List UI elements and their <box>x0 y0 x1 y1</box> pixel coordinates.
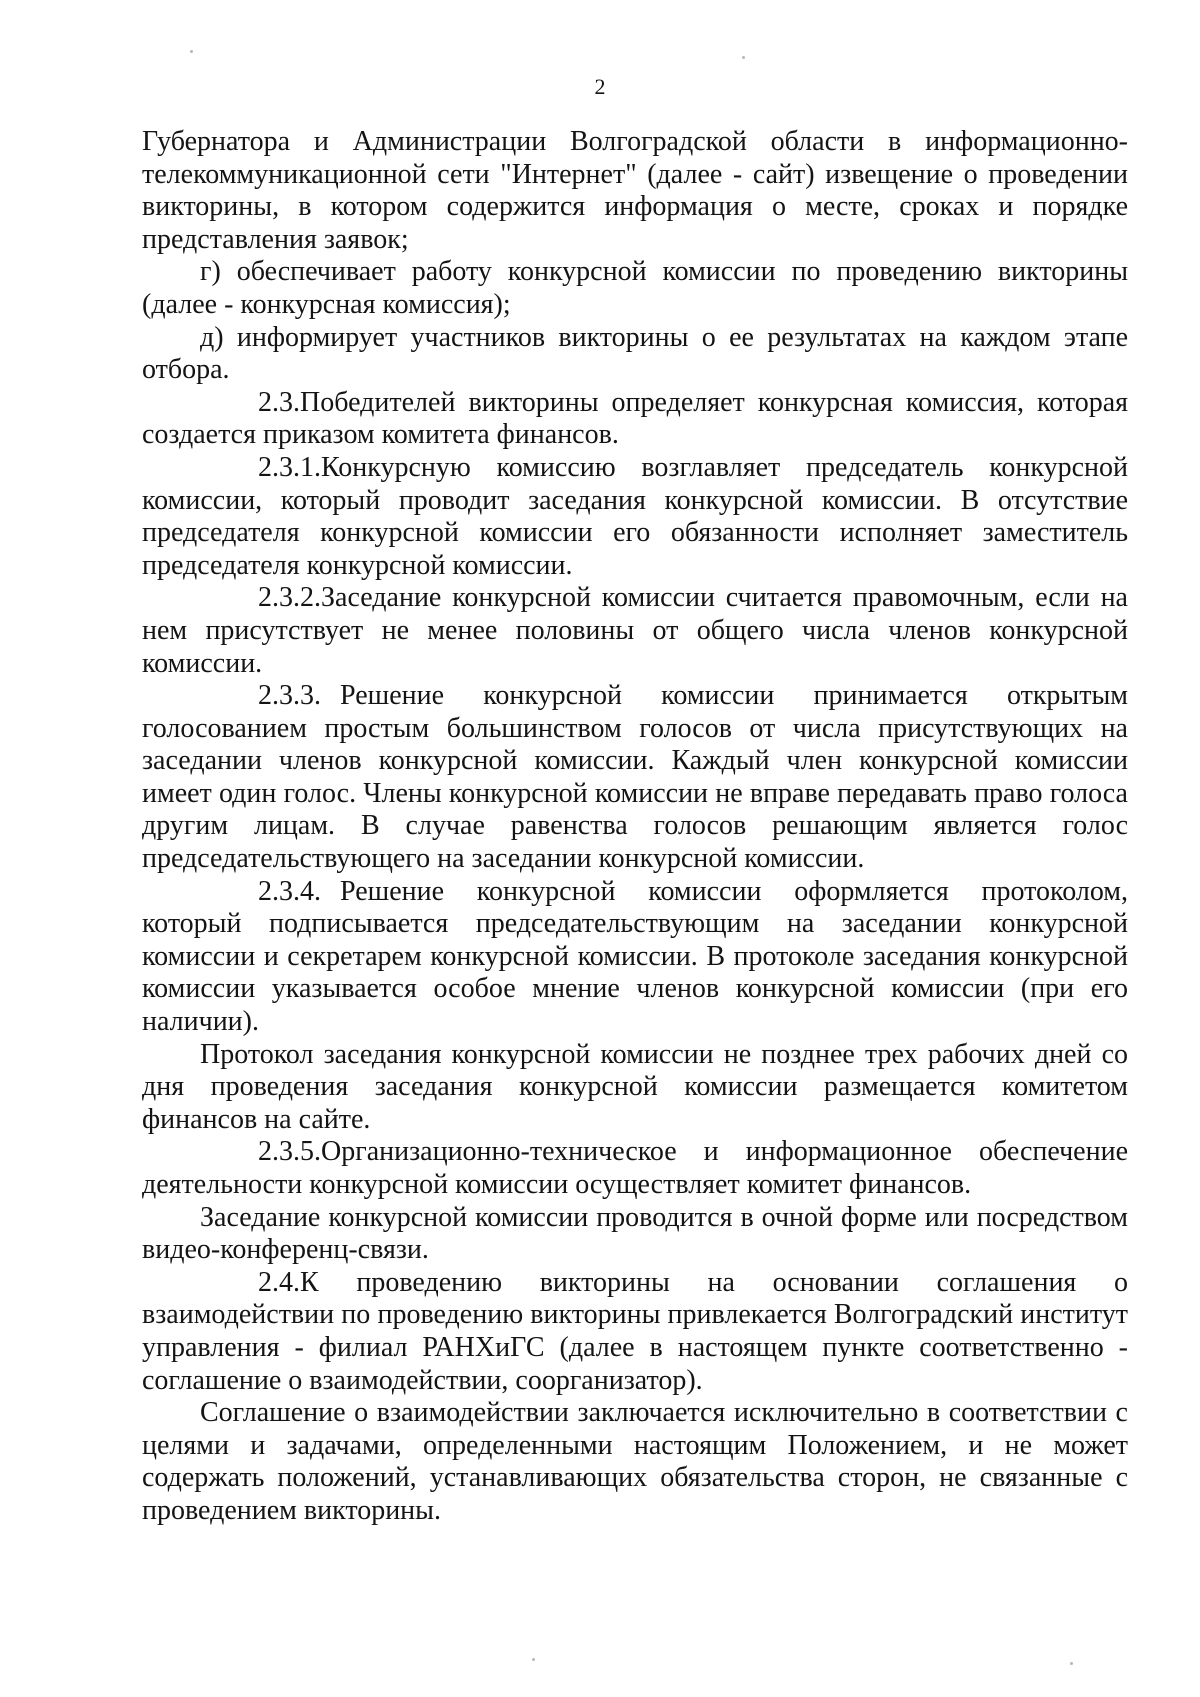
scan-speck <box>190 50 193 53</box>
section-2-3-4 <box>142 876 1128 1039</box>
scan-speck <box>1070 1662 1073 1665</box>
section-number: 2.3. <box>258 386 300 418</box>
paragraph-text: Соглашение о взаимодействии заключается исключительно в соответствии с целями и задачами, определенными настоящим Положением, и не может содержать положений, устанавливающих обязательства сторон, не связанные с проведением викторины. <box>142 1397 1128 1526</box>
section-2-3-2 <box>142 582 1128 680</box>
paragraph-protocol <box>142 1039 1128 1137</box>
paragraph-text: д) информирует участников викторины о ее результатах на каждом этапе отбора. <box>142 321 1128 386</box>
section-number: 2.3.1. <box>258 451 321 483</box>
paragraph-text: К проведению викторины на основании соглашения о взаимодействии по проведению викторины привлекается Волгоградский институт управления - филиал РАНХиГС (далее в настоящем пункте соответственно - соглашение о взаимодействии, соорганизатор). <box>142 1266 1128 1396</box>
document-body <box>142 126 1128 1528</box>
paragraph-text: Конкурсную комиссию возглавляет председатель конкурсной комиссии, который проводит заседания конкурсной комиссии. В отсутствие председателя конкурсной комиссии его обязанности исполняет заместитель председателя конкурсной комиссии. <box>142 451 1128 581</box>
paragraph-text: Заседание конкурсной комиссии проводится в очной форме или посредством видео-конференц-связи. <box>142 1201 1128 1266</box>
paragraph-text: Заседание конкурсной комиссии считается правомочным, если на нем присутствует не менее половины от общего числа членов конкурсной комиссии. <box>142 582 1128 679</box>
page-number: 2 <box>594 74 606 99</box>
paragraph-text: Организационно-техническое и информационное обеспечение деятельности конкурсной комиссии осуществляет комитет финансов. <box>142 1136 1128 1200</box>
paragraph-item-g <box>142 256 1128 321</box>
paragraph-text: Решение конкурсной комиссии оформляется протоколом, который подписывается председательствующим на заседании конкурсной комиссии и секретарем конкурсной комиссии. В протоколе заседания конкурсной комиссии указывается особое мнение членов конкурсной комиссии (при его наличии). <box>142 875 1128 1038</box>
paragraph-continuation <box>142 126 1128 256</box>
section-2-3-1 <box>142 452 1128 582</box>
paragraph-text: Протокол заседания конкурсной комиссии не позднее трех рабочих дней со дня проведения заседания конкурсной комиссии размещается комитетом финансов на сайте. <box>142 1038 1128 1135</box>
section-2-3-5 <box>142 1136 1128 1201</box>
section-number: 2.3.2. <box>258 582 321 614</box>
section-2-4 <box>142 1267 1128 1397</box>
section-2-3 <box>142 387 1128 452</box>
section-number: 2.3.4. <box>258 875 321 907</box>
paragraph-agreement <box>142 1397 1128 1527</box>
scan-speck <box>742 56 745 59</box>
paragraph-text: Победителей викторины определяет конкурсная комиссия, которая создается приказом комитета финансов. <box>142 386 1128 451</box>
paragraph-item-d <box>142 322 1128 387</box>
paragraph-text: Решение конкурсной комиссии принимается открытым голосованием простым большинством голосов от числа присутствующих на заседании членов конкурсной комиссии. Каждый член конкурсной комиссии имеет один голос. Члены конкурсной комиссии не вправе передавать право голоса другим лицам. В случае равенства голосов решающим является голос председательствующего на заседании конкурсной комиссии. <box>142 680 1128 875</box>
section-number: 2.4. <box>258 1266 300 1298</box>
section-number: 2.3.5. <box>258 1136 321 1168</box>
scan-speck <box>532 1658 535 1661</box>
paragraph-text: г) обеспечивает работу конкурсной комиссии по проведению викторины (далее - конкурсная комиссия); <box>142 256 1128 320</box>
paragraph-text: Губернатора и Администрации Волгоградской области в информационно-телекоммуникационной сети "Интернет" (далее - сайт) извещение о проведении викторины, в котором содержится информация о месте, сроках и порядке представления заявок; <box>142 126 1128 255</box>
section-number: 2.3.3. <box>258 680 321 712</box>
section-2-3-3 <box>142 680 1128 876</box>
paragraph-meeting-form <box>142 1202 1128 1267</box>
